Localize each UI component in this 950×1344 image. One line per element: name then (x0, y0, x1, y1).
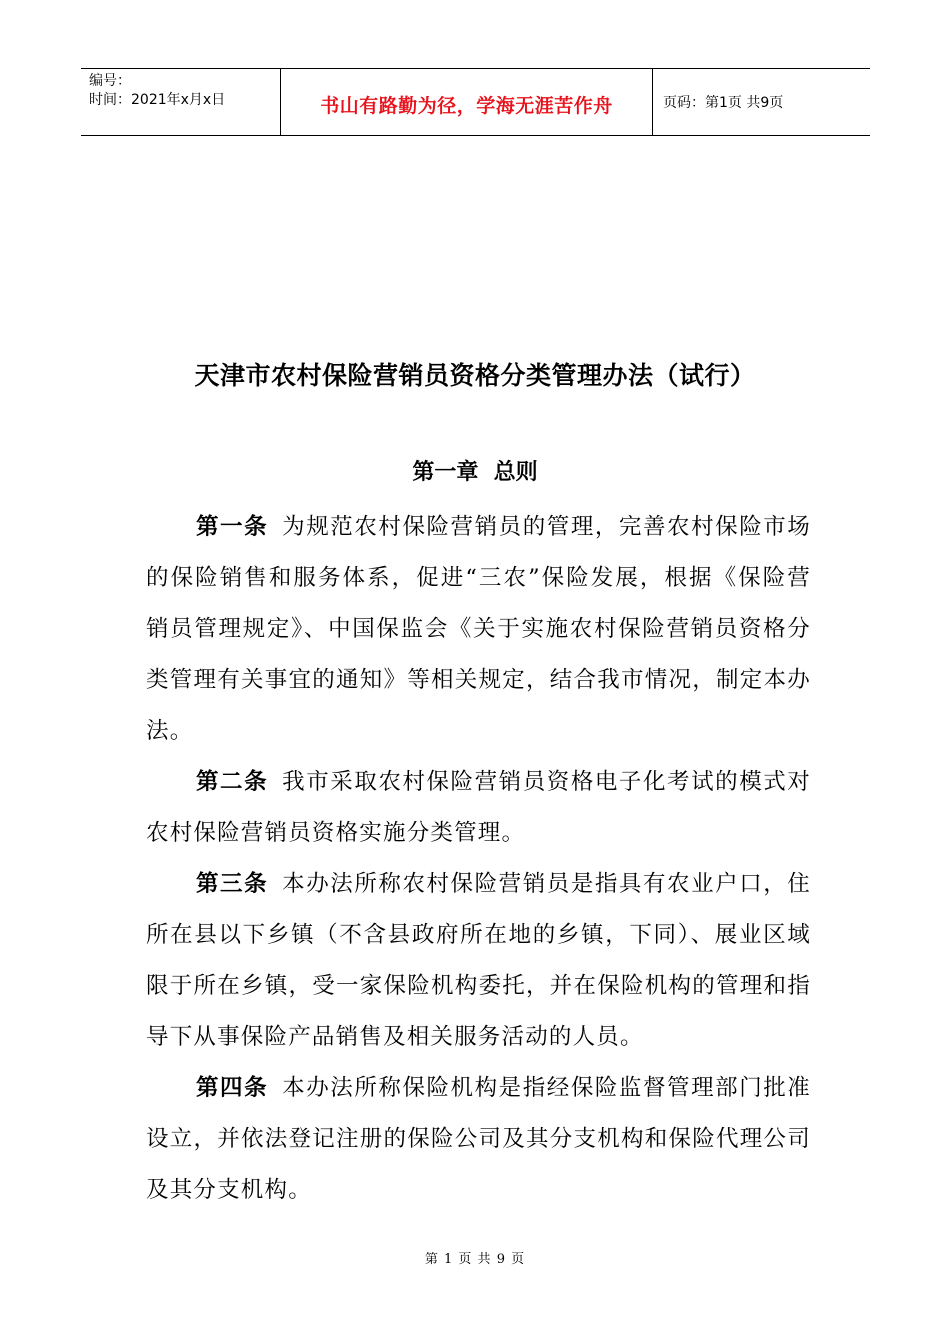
article-label: 第四条 (196, 1075, 269, 1101)
article-paragraph (146, 859, 811, 1063)
article-text: 为规范农村保险营销员的管理，完善农村保险市场的保险销售和服务体系，促进“三农”保险发展，根据《保险营销员管理规定》、中国保监会《关于实施农村保险营销员资格分类管理有关事宜的通知》等相关规定，结合我市情况，制定本办法。 (146, 514, 811, 744)
page-header (81, 68, 870, 136)
header-meta (81, 69, 281, 135)
article-paragraph (146, 1063, 811, 1216)
article-paragraph (146, 502, 811, 757)
article-text: 本办法所称农村保险营销员是指具有农业户口，住所在县以下乡镇（不含县政府所在地的乡镇，下同）、展业区域限于所在乡镇，受一家保险机构委托，并在保险机构的管理和指导下从事保险产品销售及相关服务活动的人员。 (146, 871, 811, 1050)
article-label: 第三条 (196, 871, 269, 897)
document-number-label: 编号： (89, 73, 131, 89)
page-footer: 第 1 页 共 9 页 (424, 1252, 526, 1267)
article-text: 我市采取农村保险营销员资格电子化考试的模式对农村保险营销员资格实施分类管理。 (146, 769, 811, 846)
article-text: 本办法所称保险机构是指经保险监督管理部门批准设立，并依法登记注册的保险公司及其分支机构和保险代理公司及其分支机构。 (146, 1075, 811, 1203)
document-time-label: 时间：2021年x月x日 (89, 92, 226, 108)
document-title: 天津市农村保险营销员资格分类管理办法（试行） (194, 361, 756, 390)
header-motto-cell (281, 69, 653, 135)
article-paragraph (146, 757, 811, 859)
header-page-info: 页码：第1页 共9页 (663, 95, 784, 111)
header-motto: 书山有路勤为径，学海无涯苦作舟 (320, 94, 613, 117)
header-page-cell (653, 69, 870, 135)
document-body (146, 502, 811, 1216)
chapter-heading: 第一章 总则 (412, 460, 538, 485)
article-label: 第一条 (196, 514, 269, 540)
article-label: 第二条 (196, 769, 269, 795)
